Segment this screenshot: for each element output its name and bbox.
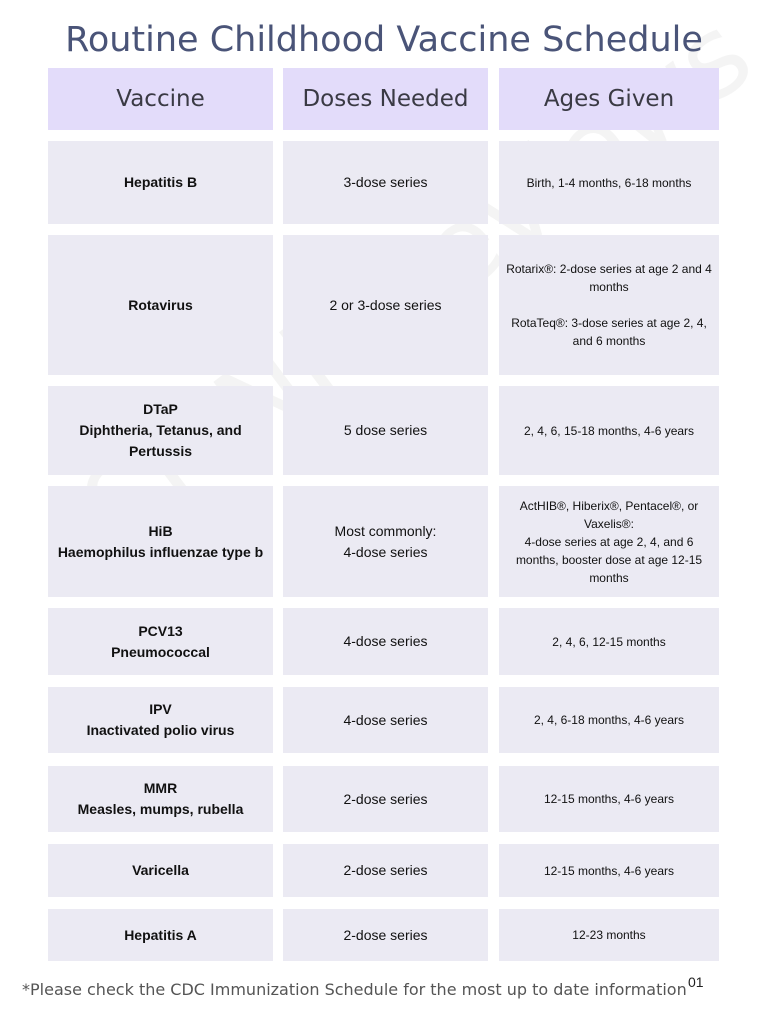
column-header-vaccine: Vaccine (48, 68, 273, 130)
doses-cell: 2 or 3-dose series (283, 235, 488, 375)
vaccine-cell: PCV13 Pneumococcal (48, 608, 273, 675)
page-number: 01 (688, 974, 704, 990)
ages-cell: 2, 4, 6, 15-18 months, 4-6 years (499, 386, 719, 475)
vaccine-cell: IPV Inactivated polio virus (48, 687, 273, 753)
vaccine-cell: MMR Measles, mumps, rubella (48, 766, 273, 832)
doses-cell: 5 dose series (283, 386, 488, 475)
ages-cell: 2, 4, 6-18 months, 4-6 years (499, 687, 719, 753)
doses-cell: 2-dose series (283, 766, 488, 832)
doses-cell: 2-dose series (283, 844, 488, 897)
doses-cell: 2-dose series (283, 909, 488, 961)
ages-cell: Birth, 1-4 months, 6-18 months (499, 141, 719, 224)
doses-cell: 4-dose series (283, 687, 488, 753)
ages-cell: 12-15 months, 4-6 years (499, 844, 719, 897)
ages-cell: 2, 4, 6, 12-15 months (499, 608, 719, 675)
vaccine-cell: HiB Haemophilus influenzae type b (48, 486, 273, 597)
footnote: *Please check the CDC Immunization Schedule for the most up to date information (22, 980, 687, 999)
ages-cell: 12-23 months (499, 909, 719, 961)
vaccine-cell: Varicella (48, 844, 273, 897)
ages-cell: 12-15 months, 4-6 years (499, 766, 719, 832)
page-title: Routine Childhood Vaccine Schedule (65, 20, 703, 60)
vaccine-cell: Hepatitis B (48, 141, 273, 224)
column-header-ages: Ages Given (499, 68, 719, 130)
doses-cell: Most commonly: 4-dose series (283, 486, 488, 597)
vaccine-cell: Hepatitis A (48, 909, 273, 961)
ages-cell: ActHIB®, Hiberix®, Pentacel®, or Vaxelis®: 4-dose series at age 2, 4, and 6 months, booster dose at age 12-15 months (499, 486, 719, 597)
doses-cell: 3-dose series (283, 141, 488, 224)
vaccine-cell: Rotavirus (48, 235, 273, 375)
vaccine-cell: DTaP Diphtheria, Tetanus, and Pertussis (48, 386, 273, 475)
ages-cell: Rotarix®: 2-dose series at age 2 and 4 months RotaTeq®: 3-dose series at age 2, 4, and 6 months (499, 235, 719, 375)
doses-cell: 4-dose series (283, 608, 488, 675)
column-header-doses: Doses Needed (283, 68, 488, 130)
